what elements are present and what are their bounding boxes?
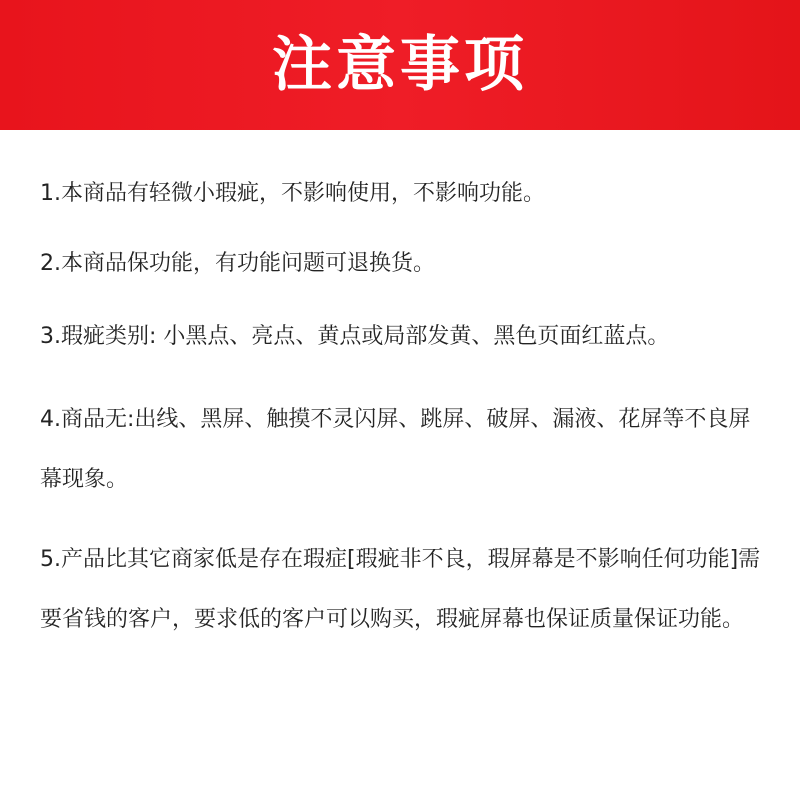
page-title: 注意事项	[272, 30, 528, 100]
header-banner	[0, 0, 800, 130]
notice-item-2: 2.本商品保功能，有功能问题可退换货。	[40, 251, 435, 276]
notice-item-1: 1.本商品有轻微小瑕疵，不影响使用，不影响功能。	[40, 181, 545, 206]
notice-item-4: 4.商品无:出线、黑屏、触摸不灵闪屏、跳屏、破屏、漏液、花屏等不良屏幕现象。	[40, 407, 751, 492]
notice-item-5: 5.产品比其它商家低是存在瑕症[瑕疵非不良，瑕屏幕是不影响任何功能]需要省钱的客户，要求低的客户可以购买，瑕疵屏幕也保证质量保证功能。	[40, 547, 761, 632]
notice-item-3: 3.瑕疵类别: 小黑点、亮点、黄点或局部发黄、黑色页面红蓝点。	[40, 324, 670, 349]
